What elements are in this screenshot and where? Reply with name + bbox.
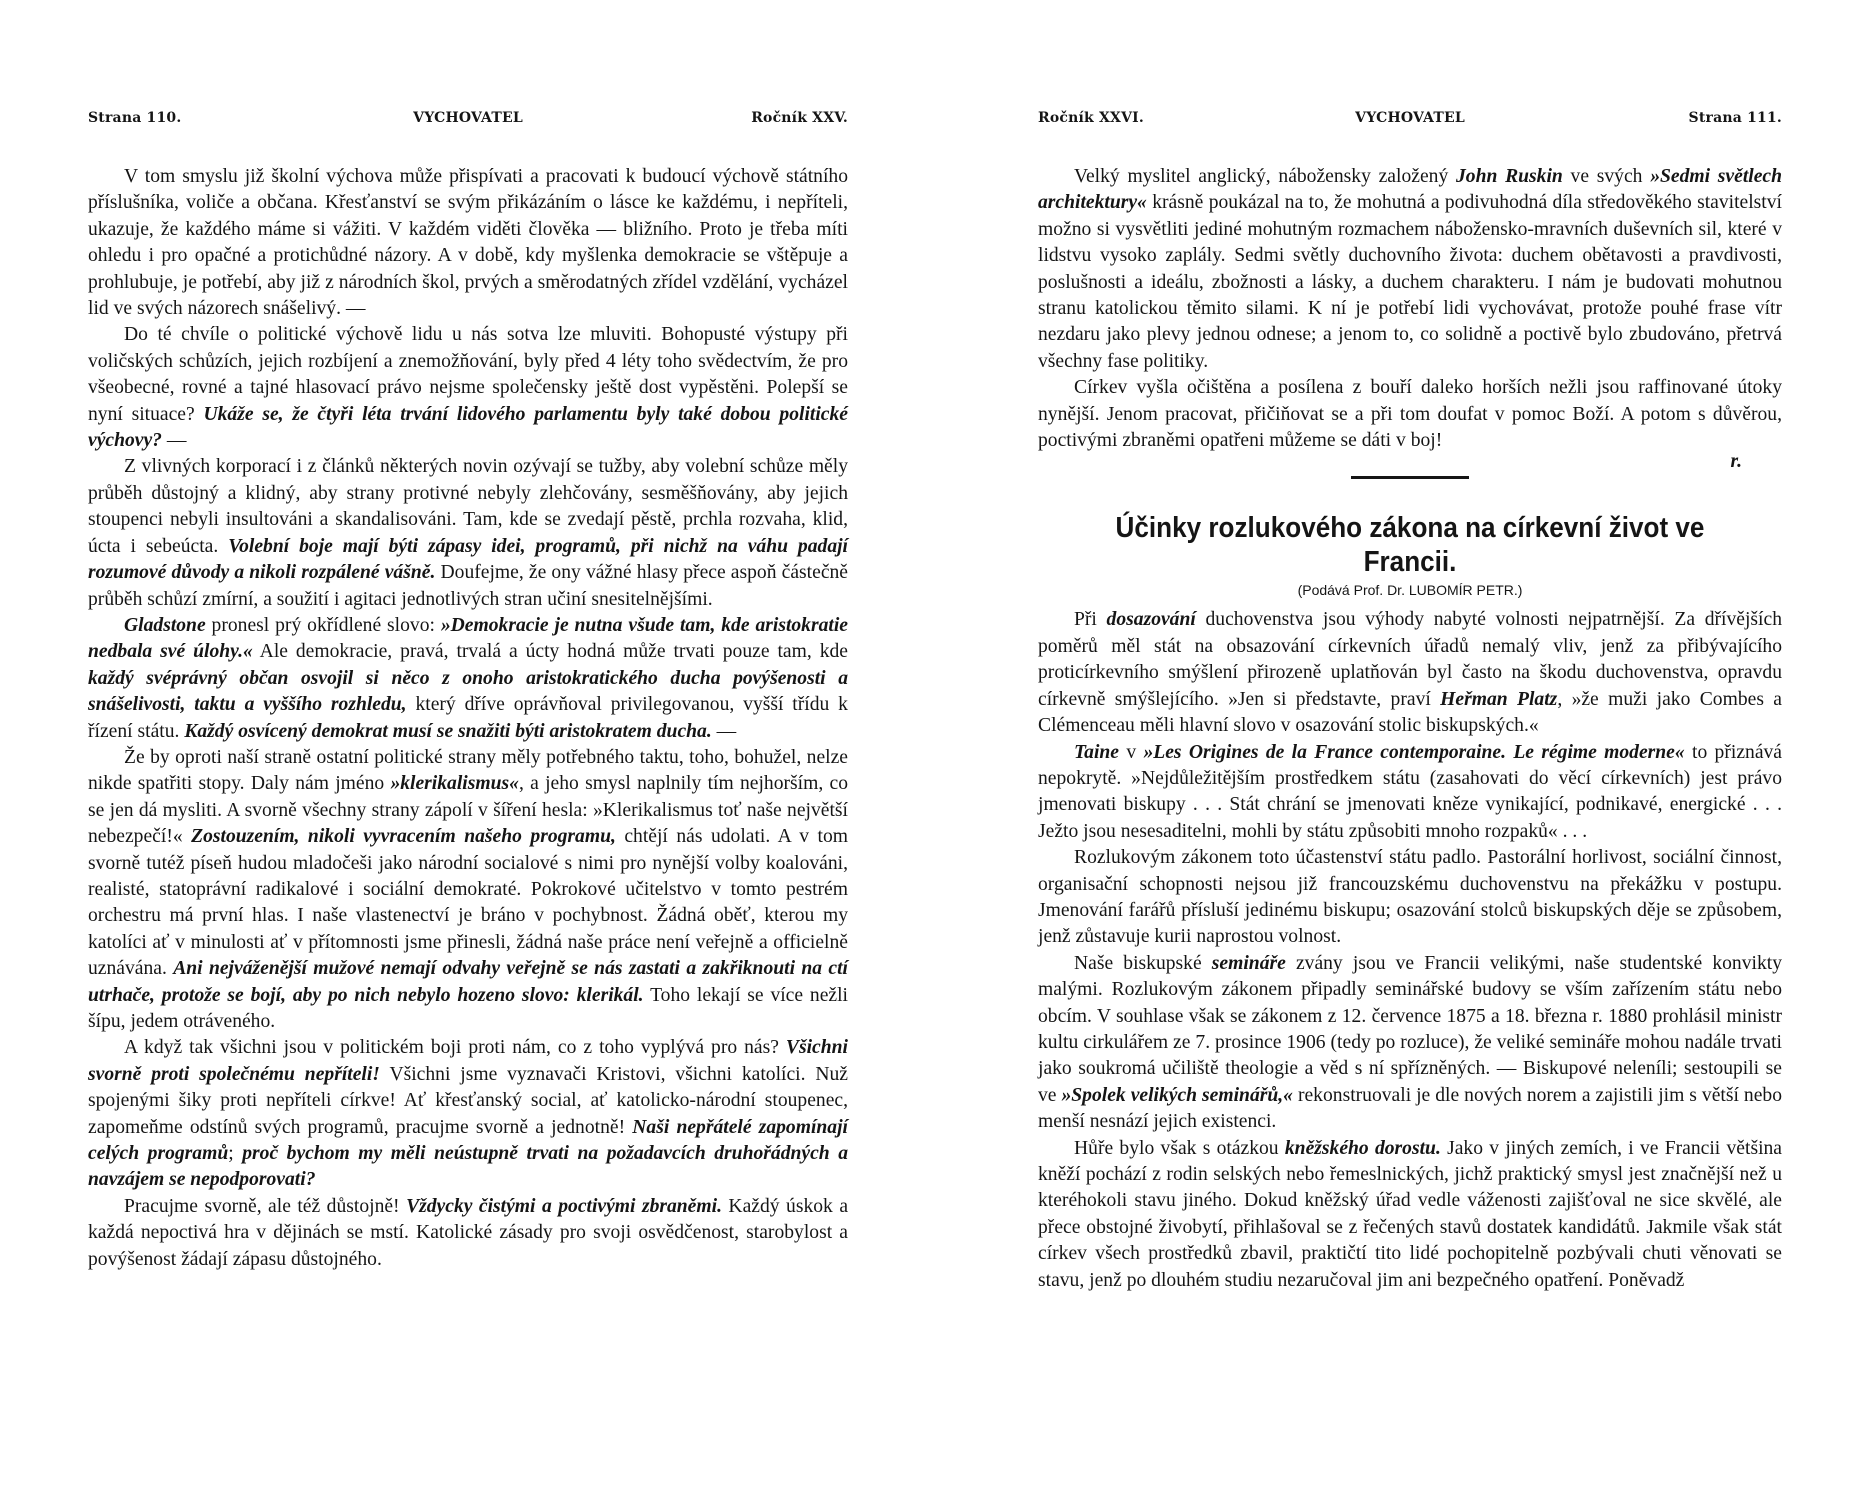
emphasis-text: proč bychom my měli neústupně trvati na požadavcích druhořádných a navzájem se nepodporovati? [88,1143,849,1191]
left-page-number: Strana 110. [88,110,182,126]
paragraph [1038,951,1782,1136]
text-run: Každý úskok a každá nepoctivá hra v dějinách se mstí. Katolické zásady pro svoji osvědčenost, starobylost a povýšenost žádají zápasu důstojného. [88,1195,849,1270]
paragraph [88,322,848,454]
text-run: , »že muži jako Combes a Clémenceau měli hlavní slovo v osazování stolic biskupských.« [1038,688,1782,737]
emphasis-text: Vždycky čistými a poctivými zbraněmi. [406,1195,722,1217]
emphasis-text: Ani nejváženější mužové nemají odvahy veřejně se nás zastati a zakřiknouti na ctí utrhače, protože se bojí, aby po nich nebylo hozeno slovo: klerikál. [88,958,848,1006]
previous-article-ending [1038,164,1782,454]
text-run: krásně poukázal na to, že mohutná a podivuhodná díla středověkého stavitelství možno si vysvětliti jediné mohutným rozmachem nábožensko-mravních duševních sil, které v lidstvu vysoko zaplály. Sedmi světly duchovního života: duchem obětavosti a pravdivosti, poslušnosti a ideálu, zbožnosti a lásky, a duchem charakteru. I nám je budovati mohutnou stranu katolickou těmito silami. K ní je potřebí lidi vychovávat, protože pouhé frase vítr nezdaru jako plevy jednou odnese; a jenom to, co solidně a poctivě bylo zbudováno, přetrvá všechny fase politiky. [1038,192,1782,372]
paragraph [88,454,848,612]
paragraph [88,613,848,745]
text-run: Jako v jiných zemích, i ve Francii většina kněží pochází z rodin selských nebo řemeslnických, jichž praktický smysl jest značnější než u kteréhokoli stavu jiného. Dokud kněžský úřad vedle váženosti zajišťoval ne sice skvělé, ale přece obstojné živobytí, přihlašoval se z řečených stavů dostatek kandidátů. Jakmile však stát církev všech prostředků zbavil, praktičtí tito lidé pochopitelně pozbývali chuti věnovati se stavu, jenž po dlouhém studiu nezaručoval jim ani bezpečného opatření. Poněvadž [1038,1137,1783,1291]
text-run: zvány jsou ve Francii velikými, naše studentské konvikty malými. Rozlukovým zákonem připadly seminářské budovy se vším zařízením státu nebo obcím. V souhlase však se zákonem z 12. července 1875 a 18. března r. 1880 prohlásil ministr kultu cirkulářem ze 7. prosince 1906 (tedy po rozluce), že veliké semináře mohou nadále trvati jako soukromá učiliště theologie a věd s ní spřízněných. — Biskupové neleníli; sestoupili se ve [1038,952,1783,1106]
text-run: pronesl prý okřídlené slovo: [205,614,441,636]
emphasis-text: dosazování [1106,609,1196,631]
left-page [88,110,848,1273]
text-run: Rozlukovým zákonem toto účastenství státu padlo. Pastorální horlivost, sociální činnost, organisační schopnosti nejsou již francouzskému duchovenstvu na překážku v postupu. Jmenování farářů přísluší jedinému biskupu; osazování stolců biskupských děje se způsobem, jenž zůstavuje kurii naprostou volnost. [1038,847,1782,948]
right-volume-label: Ročník XXVI. [1038,110,1144,126]
article-title: Účinky rozlukového zákona na církevní život ve Francii. [1115,512,1705,579]
text-run: , a jeho smysl naplnily tím nejhorším, co se jen dá mysliti. A svorně všechny strany zápolí v šíření hesla: »Klerikalismus toť naše největší nebezpečí!« [88,773,848,848]
paragraph [1038,164,1782,375]
emphasis-text: Zostouzením, nikoli vyvracením našeho programu, [191,826,616,848]
emphasis-text: »Spolek velikých seminářů,« [1061,1084,1293,1106]
text-run: Ale demokracie, pravá, trvalá a úcty hodná může trvati pouze tam, kde [252,641,848,663]
text-run: v [1119,741,1144,763]
right-journal-title: VYCHOVATEL [1355,110,1465,126]
section-divider [1351,476,1469,479]
text-run: Všichni jsme vyznavači Kristovi, všichni katolíci. Nuž spojenými šiky proti nepříteli církve! Ať křesťanský social, ať katolicko-národní stoupenec, zapomeňme odstínů svých programů, pracujme svorně a jednotně! [88,1063,849,1138]
article-byline: (Podává Prof. Dr. LUBOMÍR PETR.) [1297,582,1523,599]
emphasis-text: Taine [1074,741,1120,763]
text-run: Toho lekají se více nežli šípu, jedem otráveného. [88,984,848,1032]
right-page [1038,110,1782,1294]
text-run: Pracujme svorně, ale též důstojně! [124,1195,407,1217]
emphasis-text: Ukáže se, že čtyři léta trvání lidového parlamentu byly také dobou politické výchovy? [88,403,848,452]
text-run: — [711,720,737,742]
text-run: V tom smyslu již školní výchova může přispívati a pracovati k budoucí výchově státního příslušníka, voliče a občana. Křesťanství se svým přikázáním o lásce ke každému, i nepříteli, ukazuje, že každého máme si vážiti. V každém viděti člověka — bližního. Proto je třeba míti ohledu i pro opačné a protichůdné názory. A v době, kdy myšlenka demokracie se vštěpuje a prohlubuje, je potřebí, aby již z národních škol, prvých a směrodatných zřídel vzdělání, vycházel lid ve svých názorech snášelivý. — [88,166,848,320]
text-run: A když tak všichni jsou v politickém boji proti nám, co z toho vyplývá pro nás? [124,1037,786,1059]
emphasis-text: »Sedmi světlech architektury« [1038,166,1782,214]
article-body [1038,607,1782,1294]
emphasis-text: Všichni svorně proti společnému nepříteli! [88,1037,848,1085]
left-running-header [88,110,848,134]
emphasis-text: »klerikalismus« [390,773,519,795]
emphasis-text: »Demokracie je nutna všude tam, kde aristokratie nedbala své úlohy.« [88,614,848,663]
paragraph [88,1035,848,1193]
text-run: to přiznává nepokrytě. »Nejdůležitějším prostředkem státu (zasahovati do věcí církevních) jest právo jmenovati biskupy . . . Stát chrání se jmenovati kněze vynikající, podnikavé, energické . . . Ježto jsou nesesaditelni, mohli by státu způsobiti mnoho rozpaků« . . . [1038,741,1783,842]
author-signature: r. [1730,451,1742,473]
paragraph [1038,607,1782,739]
paragraph [1038,740,1782,846]
emphasis-text: Každý osvícený demokrat musí se snažiti býti aristokratem ducha. [184,720,712,742]
emphasis-text: každý svéprávný občan osvojil si něco z onoho aristokratického ducha povýšenosti a snášelivosti, taktu a vyššího rozhledu, [88,667,848,716]
paragraph [88,164,848,322]
emphasis-text: Naši nepřátelé zapomínají celých programů [88,1116,848,1165]
text-run: Hůře bylo však s otázkou [1074,1137,1285,1159]
text-run: Do té chvíle o politické výchově lidu u nás sotva lze mluviti. Bohopusté výstupy při voličských schůzích, jejich rozbíjení a znemožňování, byly před 4 léty toho svědectvím, že pro všeobecné, rovné a tajné hlasovací právo nejsme společensky ještě dost vypěstěni. Polepší se nyní situace? [88,324,848,425]
paragraph [1038,845,1782,951]
right-page-number: Strana 111. [1688,110,1782,126]
text-run: Že by oproti naší straně ostatní politické strany měly potřebného taktu, toho, bohužel, nelze nikde spatřiti stopy. Daly nám jméno [88,746,848,795]
emphasis-text: Volební boje mají býti zápasy idei, programů, při nichž na váhu padají rozumové důvody a nikoli rozpálené vášně. [88,535,849,584]
left-volume-label: Ročník XXV. [751,110,848,126]
emphasis-text: Gladstone [124,614,206,636]
text-run: Doufejme, že ony vážné hlasy přece aspoň částečně průběh schůzí zmírní, a soužití i agitaci jednotlivých stran učiní snesitelnějšími. [88,562,849,610]
emphasis-text: Heřman Platz [1440,688,1558,710]
right-running-header [1038,110,1782,134]
text-run: ; [228,1143,243,1165]
paragraph [88,1194,848,1273]
paragraph [88,745,848,1035]
text-run: Naše biskupské [1074,952,1212,974]
text-run: který dříve oprávňoval privilegovanou, vyšší třídu k řízení státu. [88,694,848,742]
text-run: ve svých [1562,166,1651,187]
paragraph [1038,1136,1782,1294]
left-journal-title: VYCHOVATEL [413,110,523,126]
emphasis-text: John Ruskin [1455,166,1563,187]
text-run: Z vlivných korporací i z článků některých novin ozývají se tužby, aby volební schůze měly průběh důstojný a klidný, aby strany protivné nebyly zlehčovány, sesměšňovány, aby jejich stoupenci nebyli insultováni a skandalisováni. Tam, kde se zvedají pěstě, prchla rozvaha, klid, úcta i sebeúcta. [88,456,848,557]
emphasis-text: semináře [1211,952,1286,974]
text-run: duchovenstva jsou výhody nabyté volnosti nejpatrnější. Za dřívějších poměrů měl stát na obsazování církevních úřadů nemalý vliv, jenž za přibývajícího proticírkevního smýšlení přirozeně uplatňován byl často na škodu duchovenstva, opravdu církevně smýšlejícího. »Jen si představte, praví [1038,609,1782,710]
left-page-body [88,164,848,1273]
text-run: chtějí nás udolati. A v tom svorně tutéž píseň hudou mladočeši jako národní socialové s nimi pro nynější volby koalováni, realisté, statoprávní radikalové i sociální demokraté. Pokrokové učitelstvo v tomto pestrém orchestru má první hlas. I naše vlastenectví je bráno v pochybnost. Žádná oběť, kterou my katolíci ať v minulosti ať v přítomnosti jsme přinesli, žádná naše práce není veřejně a officielně uznávána. [88,826,848,980]
right-page-body [1038,164,1782,1294]
text-run: — [161,430,187,452]
text-run: Církev vyšla očištěna a posílena z bouří daleko horších nežli jsou raffinované útoky nynější. Jenom pracovat, přičiňovat se a při tom doufat v pomoc Boží. A potom s důvěrou, poctivými zbraněmi opatřeni můžeme se dáti v boj! [1038,377,1782,452]
text-run: rekonstruovali je dle nových norem a zajistili jim s větší nebo menší nesnází jejich existenci. [1038,1084,1782,1133]
emphasis-text: »Les Origines de la France contemporaine. Le régime moderne« [1143,741,1685,763]
text-run: Velký myslitel anglický, nábožensky založený [1074,166,1456,187]
text-run: Při [1074,609,1107,631]
paragraph [1038,375,1782,454]
emphasis-text: kněžského dorostu. [1284,1137,1441,1159]
